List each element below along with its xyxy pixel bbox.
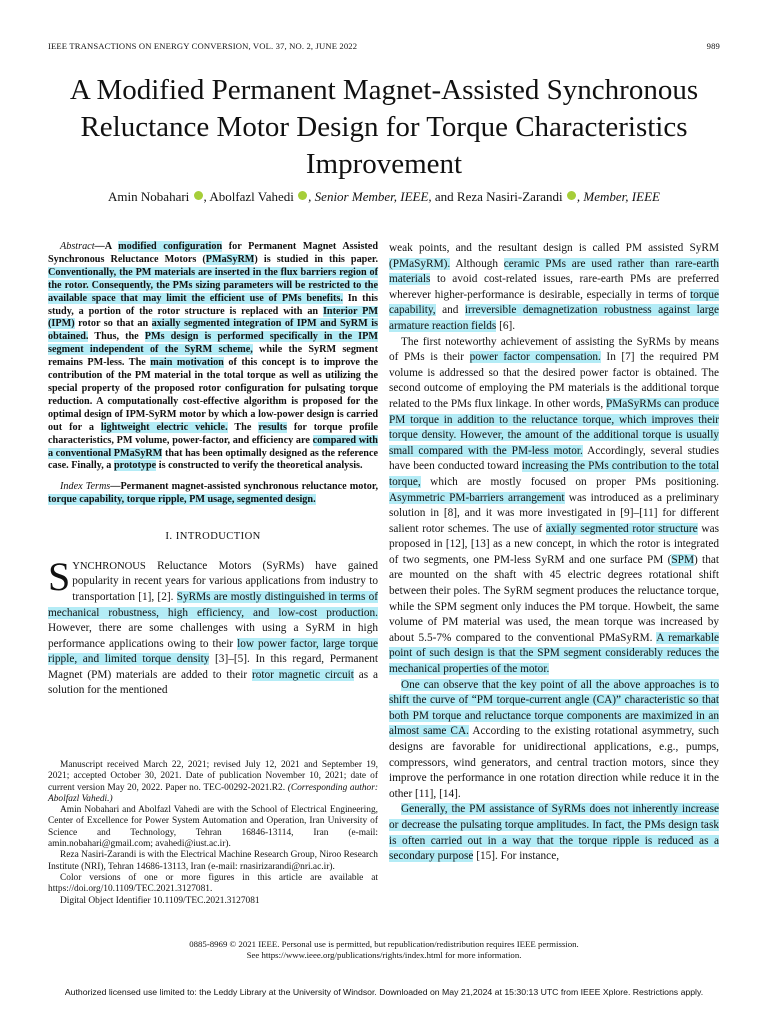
text-span: that has been optimally designed as the reference case. Finally, a: [48, 447, 378, 472]
orcid-icon[interactable]: [567, 191, 576, 200]
highlight: rotor magnetic circuit: [251, 668, 354, 681]
text-span: Reluctance Motors (SyRMs) have gained popularity in recent years for various applications from industry to transportation [1], [2].: [72, 559, 378, 603]
section-number: I.: [165, 530, 176, 543]
footnote-paragraph: Color versions of one or more figures in this article are available at https://doi.org/10.1109/TEC.2021.3127081.: [48, 872, 378, 895]
section-title-rest: NTRODUCTION: [179, 531, 261, 543]
text-span: [6].: [496, 319, 516, 332]
text-span: In [7] the required PM volume is addressed so that the desired power factor is obtained. The second outcome of employing the PM materials is the additional torque related to the PMs flux linkage. In other words,: [389, 351, 720, 410]
body-paragraph: [389, 802, 719, 864]
author-role: , Member, IEEE: [576, 189, 660, 204]
text-span: The first noteworthy achievement of assisting the SyRMs by means of PMs is their: [389, 335, 719, 364]
text-span: ) is studied in this paper.: [254, 253, 378, 265]
orcid-icon[interactable]: [298, 191, 307, 200]
text-span: ) that are mounted on the shaft with 45 electric degrees rotational shift between their poles. The SyRM segment produces the reluctance torque, while the SPM segment only induces the PM torque. Howbeit, the same volume of PM material was used, the mean torque was increased by about 5.5-7% compared to the conventional PMaSyRM.: [389, 553, 719, 644]
section-heading: [48, 529, 378, 545]
highlight: modified configuration: [118, 241, 223, 252]
text-span: is constructed to verify the theoretical analysis.: [156, 460, 363, 472]
footnote-paragraph: Reza Nasiri-Zarandi is with the Electrical Machine Research Group, Niroo Research Institute (NRI), Tehran 14686-13113, Iran (e-mail: rnasirizarandi@nri.ac.ir).: [48, 850, 378, 872]
section-title-initial: I: [175, 530, 180, 543]
index-terms: [48, 481, 378, 507]
highlight: PMaSyRMs can produce PM torque in addition to the reluctance torque, which improves their torque density. However, the amount of the additional torque is usually small compared with the PM-less motor.: [389, 397, 719, 457]
text-span: and: [435, 304, 465, 317]
highlight: A remarkable point of such design is that the SPM segment considerably reduces the mechanical properties of the motor.: [389, 631, 719, 676]
highlight: Generally, the PM assistance of SyRMs does not inherently increase or decrease the pulsating torque amplitudes. In fact, the PMs design task is often carried out in a way that the torque ripple is reduced as a secondary purpose: [389, 803, 719, 863]
orcid-icon[interactable]: [194, 191, 203, 200]
highlight: main motivation: [150, 357, 224, 369]
text-span: Manuscript received March 22, 2021; revised July 12, 2021 and September 19, 2021; accepted October 30, 2021. Date of publication November 10, 2021; date of current version May 20, 2022. Paper no. TEC-00292-2021.R2.: [48, 760, 378, 793]
copyright-line: See https://www.ieee.org/publications/rights/index.html for more information.: [246, 950, 522, 960]
text-span: Although: [450, 257, 504, 270]
text-span: The: [227, 421, 259, 433]
footnote-paragraph: Amin Nobahari and Abolfazl Vahedi are with the School of Electrical Engineering, Center of Excellence for Power System Automation and Operation, Iran University of Science and Technology, Tehran 16846-13114, Iran (e-mail: amin.nobahari@gmail.com; avahedi@iust.ac.ir).: [48, 805, 378, 850]
text-span: to avoid cost-related issues, rare-earth PMs are preferred wherever higher-performance is desirable, especially in terms of: [389, 273, 719, 301]
footnote-paragraph: [48, 760, 378, 805]
highlight: low power factor, large torque ripple, and limited torque density: [48, 637, 378, 666]
text-span: was introduced as a preliminary solution in [8], and it was more investigated in [9]–[11] for different salient rotor schemes. The use of: [389, 491, 720, 535]
highlight: (PMaSyRM).: [389, 257, 451, 270]
footnote: [48, 760, 378, 907]
highlight: increasing the PMs contribution to the total torque,: [389, 460, 719, 488]
body-paragraph: [389, 335, 719, 678]
body-paragraph: [389, 241, 719, 335]
footnote-paragraph: Digital Object Identifier 10.1109/TEC.2021.3127081: [60, 895, 260, 906]
text-span: However, there are some challenges with using a SyRM in high performance applications owing to their: [48, 622, 378, 650]
page-number: 989: [706, 41, 720, 51]
highlight: power factor compensation.: [469, 351, 601, 364]
text-span: [3]–[5]. In this regard, Permanent Magnet (PM) materials are added to their: [48, 653, 378, 681]
text-span: weak points, and the resultant design is called PM assisted SyRM: [389, 242, 719, 254]
highlight: Interior PM (IPM): [48, 305, 379, 330]
author-role: , Senior Member, IEEE,: [308, 189, 432, 204]
author-name: , Abolfazl Vahedi: [203, 189, 294, 204]
highlight: PMaSyRM: [205, 253, 255, 265]
paper-title: A Modified Permanent Magnet-Assisted Synchronous Reluctance Motor Design for Torque Characteristics Improvement: [69, 74, 699, 180]
running-head: [48, 41, 720, 55]
highlight: SyRMs are mostly distinguished in terms of mechanical robustness, high efficiency, and low-cost production.: [48, 590, 378, 619]
intro-paragraph: [48, 553, 378, 699]
highlight: SPM: [671, 553, 694, 566]
text-span: for Permanent Magnet Assisted Synchronous Reluctance Motors (: [48, 241, 378, 265]
text-span: as a solution for the mentioned: [48, 668, 378, 697]
text-span: —Permanent magnet-assisted synchronous reluctance motor,: [110, 481, 378, 493]
journal-header: IEEE TRANSACTIONS ON ENERGY CONVERSION, VOL. 37, NO. 2, JUNE 2022: [48, 41, 358, 51]
text-span: —A: [94, 241, 119, 252]
highlight: prototype: [113, 460, 157, 472]
author-name: and Reza Nasiri-Zarandi: [431, 189, 563, 204]
highlight: torque capability,: [389, 288, 719, 317]
abstract-label: Abstract: [60, 241, 95, 252]
highlight: torque capability, torque ripple, PM usage, segmented design.: [48, 494, 316, 506]
text-span: According to the existing rotational asymmetry, such designs are favorable for unidirectional applications, e.g., pumps, compressors, wind generators, and central traction motors, since they improve the performance in one rotation direction while reduce it in the other [11], [14].: [389, 725, 719, 800]
text-span: YNCHRONOUS: [72, 560, 146, 572]
drop-cap: S: [48, 553, 71, 599]
highlight: irreversible demagnetization robustness against large armature reaction fields: [389, 304, 719, 332]
highlight: One can observe that the key point of all the above approaches is to shift the curve of “PM torque-current angle (CA)” characteristic so that both PM torque and reluctance torque components are maximized in an almost same CA.: [389, 678, 719, 738]
license-footer: Authorized licensed use limited to: the Leddy Library at the University of Windsor. Downloaded on May 21,2024 at 15:30:13 UTC from IEEE Xplore. Restrictions apply.: [64, 987, 704, 997]
corresponding-author: (Corresponding author: Abolfazl Vahedi.): [48, 782, 379, 804]
right-column: [389, 241, 719, 865]
author-name: Amin Nobahari: [108, 189, 190, 204]
text-span: which are mostly focused on proper PMs positioning.: [420, 475, 719, 488]
index-terms-label: Index Terms: [60, 481, 111, 493]
highlight: ceramic PMs are used rather than rare-earth materials: [389, 257, 719, 286]
highlight: Conventionally, the PM materials are inserted in the flux barriers region of the rotor. Consequently, the PMs sizing parameters will be restricted to the available space that may limit the efficient use of PMs benefits.: [48, 266, 378, 304]
text-span: for torque profile characteristics, PM volume, power-factor, and efficiency are: [48, 421, 378, 446]
text-span: was proposed in [12], [13] as a new concept, in which the rotor is integrated of two segments, one PM-less SyRM and one surface PM (: [389, 522, 719, 566]
author-list: [48, 189, 720, 205]
highlight: Asymmetric PM-barriers arrangement: [389, 491, 565, 504]
copyright-notice: [48, 939, 720, 961]
copyright-line: 0885-8969 © 2021 IEEE. Personal use is permitted, but republication/redistribution requires IEEE permission.: [189, 939, 579, 949]
highlight: PMs design is performed specifically in the IPM segment independent of the SyRM scheme,: [48, 331, 378, 356]
body-paragraph: [389, 678, 719, 803]
left-column: [48, 241, 378, 699]
highlight: axially segmented integration of IPM and SyRM is obtained.: [48, 318, 378, 343]
highlight: lightweight electric vehicle.: [100, 421, 228, 433]
abstract: [48, 241, 378, 473]
highlight: results: [258, 421, 287, 433]
text-span: In this study, a portion of the rotor structure is replaced with an: [48, 292, 378, 317]
text-span: rotor so that an: [74, 318, 152, 330]
text-span: [15]. For instance,: [473, 850, 560, 863]
text-span: of this concept is to improve the contribution of the PM material in the total torque as well as utilizing the special property of the proposed rotor configuration for pulsating torque reduction. A computationally cost-effective algorithm is proposed for the optimal design of IPM-SyRM motor by which a low-power design is carried out for a: [48, 357, 378, 433]
text-span: Thus, the: [88, 331, 145, 343]
text-span: Accordingly, several studies have been conducted toward: [389, 444, 719, 473]
highlight: axially segmented rotor structure: [545, 522, 698, 535]
text-span: while the SyRM segment remains PM-less. The: [48, 344, 378, 369]
highlight: compared with a conventional PMaSyRM: [48, 434, 378, 459]
